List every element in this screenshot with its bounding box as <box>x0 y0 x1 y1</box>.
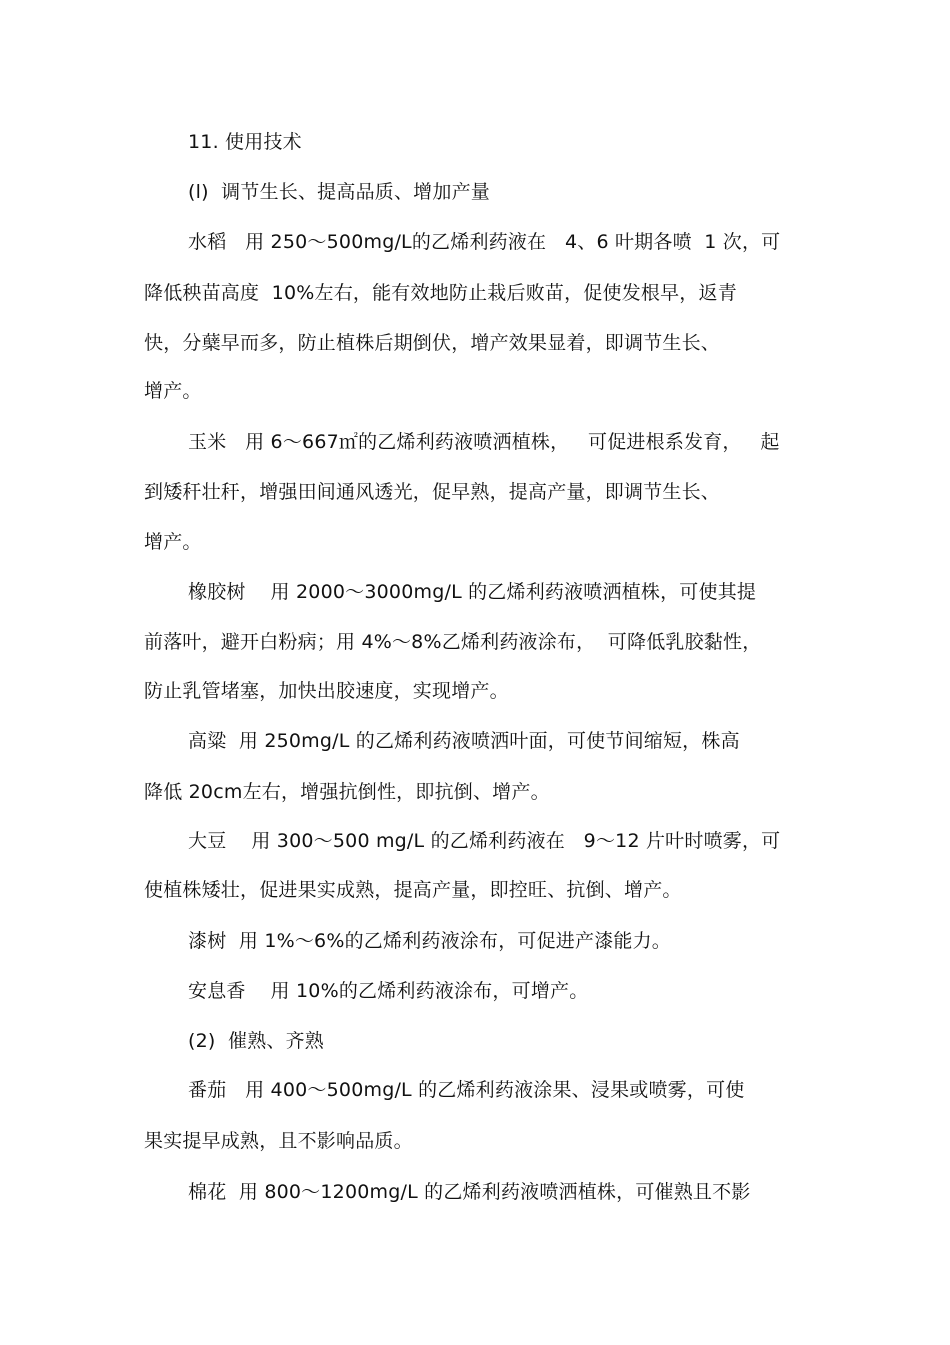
subsection-heading: (2) 催熟、齐熟 <box>188 1030 324 1052</box>
paragraph-line: 高粱 用 250mg/L 的乙烯利药液喷洒叶面，可使节间缩短，株高 <box>188 730 740 752</box>
paragraph-line: 玉米 用 6～667㎡的乙烯利药液喷洒植株， 可促进根系发育， 起 <box>188 431 780 453</box>
paragraph-line: 防止乳管堵塞，加快出胶速度，实现增产。 <box>144 680 509 702</box>
paragraph-line: 增产。 <box>144 380 202 402</box>
paragraph-line: 到矮秆壮秆，增强田间通风透光，促早熟，提高产量，即调节生长、 <box>144 481 721 503</box>
paragraph-line: 使植株矮壮，促进果实成熟，提高产量，即控旺、抗倒、增产。 <box>144 879 682 901</box>
paragraph-line: 前落叶，避开白粉病；用 4%～8%乙烯利药液涂布， 可降低乳胶黏性， <box>144 631 762 653</box>
subsection-heading: (l) 调节生长、提高品质、增加产量 <box>188 181 490 203</box>
paragraph-line: 降低 20cm左右，增强抗倒性，即抗倒、增产。 <box>144 781 550 803</box>
paragraph-line: 降低秧苗高度 10%左右，能有效地防止栽后败苗，促使发根早，返青 <box>144 282 737 304</box>
paragraph-line: 水稻 用 250～500mg/L的乙烯利药液在 4、6 叶期各喷 1 次，可 <box>188 231 781 253</box>
paragraph-line: 番茄 用 400～500mg/L 的乙烯利药液涂果、浸果或喷雾，可使 <box>188 1079 745 1101</box>
paragraph-line: 橡胶树 用 2000～3000mg/L 的乙烯利药液喷洒植株，可使其提 <box>188 581 757 603</box>
paragraph-line: 棉花 用 800～1200mg/L 的乙烯利药液喷洒植株，可催熟且不影 <box>188 1181 751 1203</box>
paragraph-line: 安息香 用 10%的乙烯利药液涂布，可增产。 <box>188 980 589 1002</box>
paragraph-line: 漆树 用 1%～6%的乙烯利药液涂布，可促进产漆能力。 <box>188 930 672 952</box>
paragraph-line: 快，分蘖早而多，防止植株后期倒伏，增产效果显着，即调节生长、 <box>144 332 721 354</box>
paragraph-line: 果实提早成熟，且不影响品质。 <box>144 1130 413 1152</box>
section-heading: 11. 使用技术 <box>188 131 302 153</box>
paragraph-line: 大豆 用 300～500 mg/L 的乙烯利药液在 9～12 片叶时喷雾，可 <box>188 830 781 852</box>
paragraph-line: 增产。 <box>144 531 202 553</box>
